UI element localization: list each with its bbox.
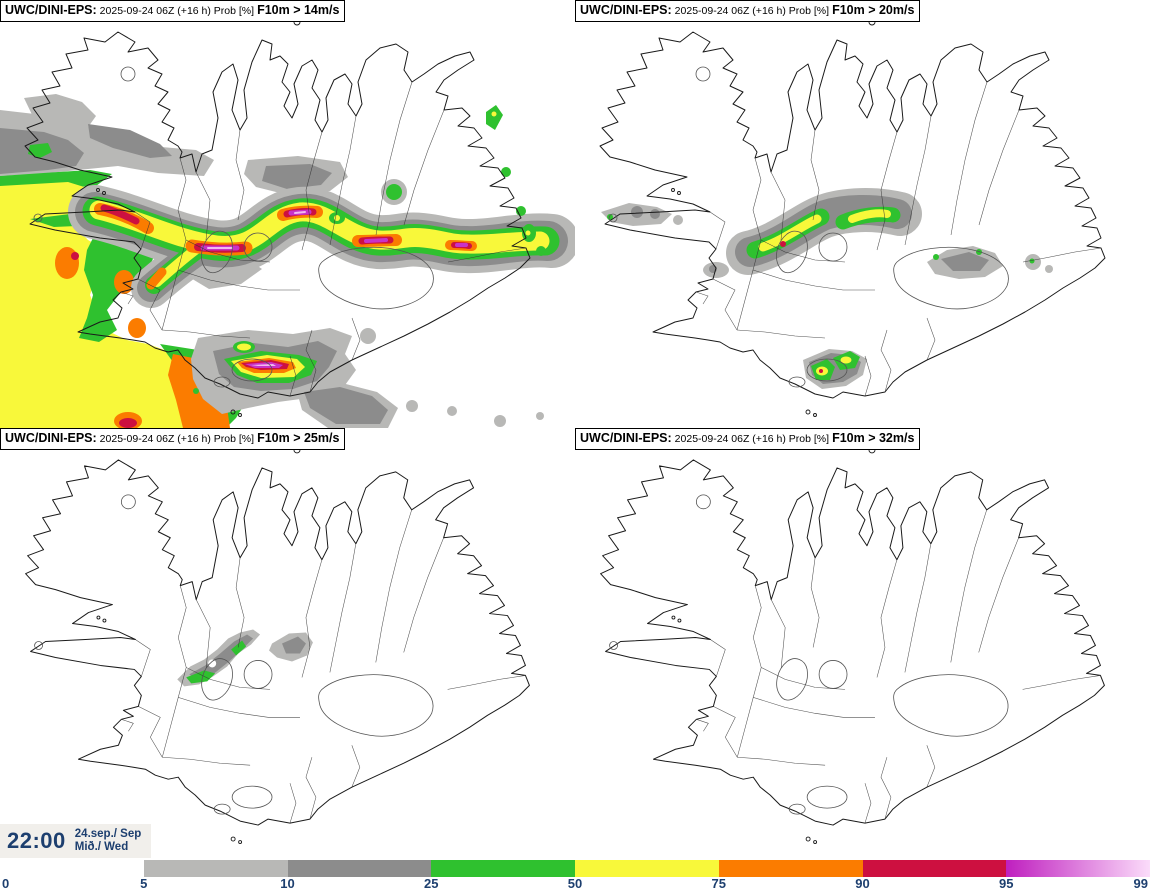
map-panel-25ms: [0, 428, 575, 855]
run-info: 2025-09-24 06Z (+16 h) Prob [%]: [99, 433, 255, 445]
panel-title-20ms: [575, 0, 920, 22]
colorbar-segment: [1006, 860, 1150, 877]
map-20ms: [575, 0, 1150, 428]
colorbar-tick-label: 95: [999, 876, 1014, 891]
threshold-label: F10m > 25m/s: [257, 431, 340, 445]
colorbar-segment: [431, 860, 575, 877]
threshold-label: F10m > 20m/s: [832, 3, 915, 17]
colorbar-tick-label: 75: [711, 876, 726, 891]
run-info: 2025-09-24 06Z (+16 h) Prob [%]: [99, 5, 255, 17]
prob-overlay-25ms: [177, 630, 313, 687]
map-panel-14ms: [0, 0, 575, 428]
colorbar-segment: [575, 860, 719, 877]
colorbar-tick-label: 25: [424, 876, 439, 891]
colorbar-segment: [863, 860, 1007, 877]
valid-time: 22:00: [7, 828, 66, 853]
colorbar-tick-label: 10: [280, 876, 295, 891]
valid-date: 24.sep./ Sep: [74, 828, 142, 840]
valid-time-block: [0, 824, 151, 858]
model-name: UWC/DINI-EPS:: [5, 3, 97, 17]
colorbar-ticks: [0, 876, 1150, 891]
panel-title-25ms: [0, 428, 345, 450]
colorbar-tick-label: 50: [567, 876, 583, 891]
map-32ms: [575, 428, 1150, 855]
map-25ms: [0, 428, 575, 855]
prob-overlay-14ms: [0, 94, 552, 428]
run-info: 2025-09-24 06Z (+16 h) Prob [%]: [674, 5, 830, 17]
colorbar-segment: [288, 860, 432, 877]
model-name: UWC/DINI-EPS:: [580, 3, 672, 17]
model-name: UWC/DINI-EPS:: [5, 431, 97, 445]
threshold-label: F10m > 14m/s: [257, 3, 340, 17]
panel-title-14ms: [0, 0, 345, 22]
run-info: 2025-09-24 06Z (+16 h) Prob [%]: [674, 433, 830, 445]
map-panel-32ms: [575, 428, 1150, 855]
prob-overlay-20ms: [601, 203, 1053, 389]
colorbar-tick-label: 5: [140, 876, 148, 891]
threshold-label: F10m > 32m/s: [832, 431, 915, 445]
colorbar-segment: [144, 860, 288, 877]
map-panel-20ms: [575, 0, 1150, 428]
colorbar: [144, 860, 1150, 877]
valid-weekday: Mið./ Wed: [74, 841, 129, 853]
model-name: UWC/DINI-EPS:: [580, 431, 672, 445]
colorbar-segment: [719, 860, 863, 877]
map-14ms: [0, 0, 575, 428]
colorbar-tick-label: 99: [1133, 876, 1148, 891]
panel-title-32ms: [575, 428, 920, 450]
colorbar-tick-label: 90: [855, 876, 870, 891]
colorbar-tick-label: 0: [2, 876, 10, 891]
